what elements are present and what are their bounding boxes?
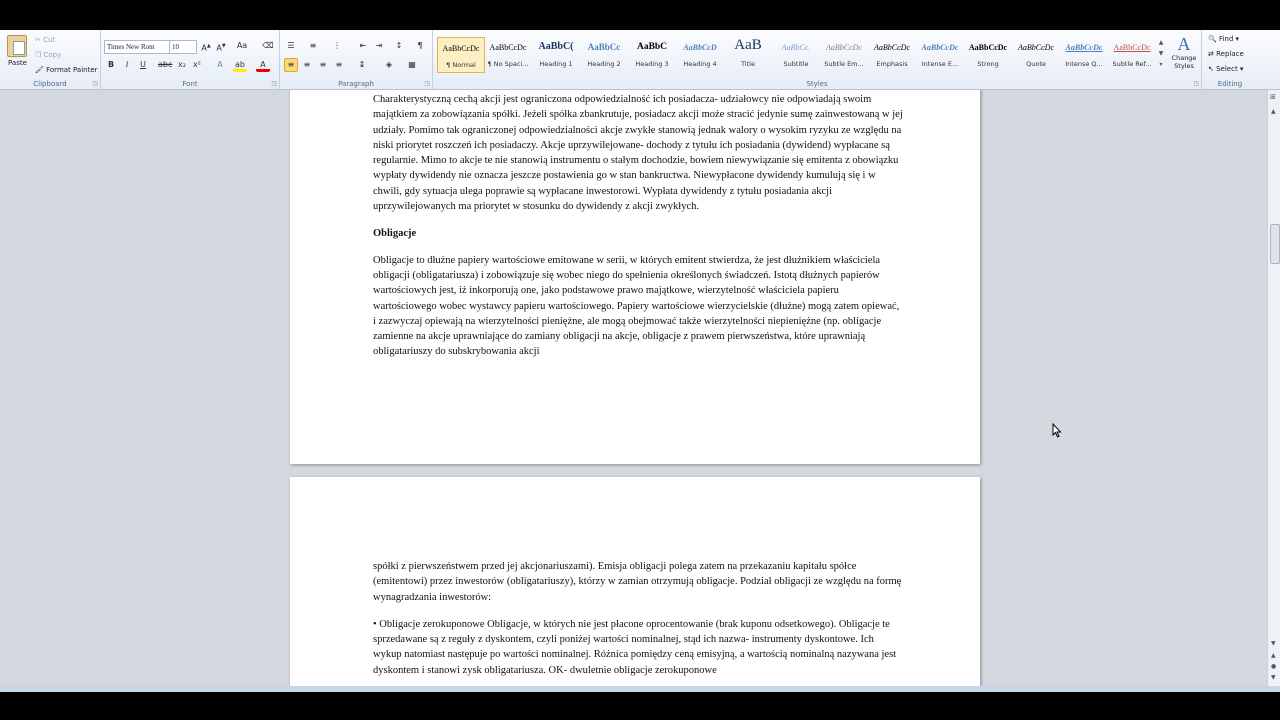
line-spacing-icon[interactable]: ↨ bbox=[358, 60, 366, 69]
clipboard-dialog-launcher-icon[interactable]: ◳ bbox=[92, 80, 98, 87]
cut-icon: ✂ bbox=[35, 36, 44, 44]
ruler-toggle-icon[interactable]: ⊞ bbox=[1270, 93, 1276, 101]
paste-icon[interactable] bbox=[7, 35, 27, 57]
style-no-spacing[interactable]: AaBbCcDc ¶ No Spaci... bbox=[487, 43, 529, 68]
select-browse-object-icon[interactable]: ● bbox=[1271, 663, 1277, 670]
replace-icon: ⇄ bbox=[1208, 50, 1217, 58]
window-title-bar bbox=[0, 0, 1280, 30]
subscript-icon[interactable]: x₂ bbox=[178, 60, 186, 69]
style-normal[interactable]: AaBbCcDc ¶ Normal bbox=[437, 37, 485, 73]
next-page-icon[interactable]: ▼ bbox=[1271, 674, 1276, 681]
document-page-2[interactable] bbox=[290, 477, 980, 686]
style-heading-2[interactable]: AaBbCc Heading 2 bbox=[587, 42, 621, 68]
previous-page-icon[interactable]: ▲ bbox=[1271, 652, 1276, 659]
clear-formatting-icon[interactable]: ⌫ bbox=[262, 41, 274, 50]
change-styles-icon: A bbox=[1177, 34, 1191, 54]
document-area[interactable] bbox=[0, 90, 1267, 686]
style-quote[interactable]: AaBbCcDc Quote bbox=[1018, 43, 1054, 68]
select-button[interactable]: ↖ Select ▾ bbox=[1208, 65, 1244, 73]
ribbon-home bbox=[0, 30, 1280, 90]
bold-icon[interactable]: B bbox=[107, 60, 115, 69]
paragraph-shares[interactable]: Charakterystyczną cechą akcji jest ograniczona odpowiedzialność ich posiadacza- udziałowcy nie odpowiadają swoim majątkiem za zobowiązania spółki. Jeżeli spółka zbankrutuje, posiadacz akcji może stracić jedynie sumę zainwestowaną w jej udziały. Pomimo tak ograniczonej odpowiedzialności akcje zwykłe stanowią jednak walory o wysokim ryzyku ze względu na niski priorytet roszczeń ich posiadaczy. Akcje uprzywilejowane- dochody z tytułu ich posiadania (dywidend) wypłacane są regularnie. Mimo to akcje te nie stanowią instrumentu o stałym dochodzie, bowiem niewywiązanie się emitenta z obowiązku wypłaty dywidendy nie oznacza jeszcze postawienia go w stan bankructwa. Niewypłacone dywidendy kumulują się i w chwili, gdy sytuacja ulega poprawie są wypłacane inwestorowi. Wypłata dywidendy z tytułu posiadania akcji uprzywilejowanych ma priorytet w stosunku do dywidendy z akcji zwykłych. bbox=[373, 94, 903, 213]
heading-obligacje[interactable]: Obligacje bbox=[373, 228, 417, 240]
borders-icon[interactable]: ▦ bbox=[408, 60, 416, 69]
underline-icon[interactable]: U bbox=[140, 60, 146, 69]
paragraph-group bbox=[280, 30, 433, 89]
highlight-icon[interactable]: ab bbox=[233, 58, 247, 72]
paragraph-bond-issue[interactable]: spółki z pierwszeństwem przed jej akcjonariuszami). Emisja obligacji polega zatem na przekazaniu kapitału spółce (emitentowi) przez inwestorów (obligatariuszy), którzy w zamian otrzymują obligacje. Podział obligacji ze względu na formę wynagradzania inwestorów: bbox=[373, 561, 902, 603]
mouse-cursor-icon bbox=[1052, 423, 1062, 438]
select-icon: ↖ bbox=[1208, 65, 1217, 73]
change-styles-button[interactable]: A Change Styles bbox=[1169, 34, 1199, 74]
increase-indent-icon[interactable]: ⇥ bbox=[375, 41, 383, 50]
clipboard-group bbox=[0, 30, 101, 89]
scroll-down-icon[interactable]: ▼ bbox=[1271, 640, 1276, 647]
decrease-indent-icon[interactable]: ⇤ bbox=[359, 41, 367, 50]
paragraph-dialog-launcher-icon[interactable]: ◳ bbox=[424, 80, 430, 87]
cut-button[interactable]: ✂ Cut bbox=[35, 36, 56, 44]
bottom-black-bar bbox=[0, 692, 1280, 720]
binoculars-icon: 🔍 bbox=[1208, 35, 1219, 43]
grow-font-icon[interactable]: A▲ bbox=[201, 43, 211, 53]
numbering-icon[interactable]: ≡ bbox=[309, 41, 317, 50]
shading-icon[interactable]: ◈ bbox=[385, 60, 393, 69]
paragraph-group-label: Paragraph bbox=[338, 80, 374, 88]
style-strong[interactable]: AaBbCcDc Strong bbox=[968, 43, 1008, 68]
style-emphasis[interactable]: AaBbCcDc Emphasis bbox=[874, 43, 910, 68]
font-color-icon[interactable]: A bbox=[256, 58, 270, 72]
font-dialog-launcher-icon[interactable]: ◳ bbox=[271, 80, 277, 87]
style-heading-1[interactable]: AaBbC( Heading 1 bbox=[538, 41, 574, 68]
style-title[interactable]: AaB Title bbox=[734, 37, 762, 68]
styles-dialog-launcher-icon[interactable]: ◳ bbox=[1193, 80, 1199, 87]
copy-icon: ❐ bbox=[35, 51, 44, 59]
editing-group bbox=[1202, 30, 1258, 89]
font-name-dropdown[interactable]: Times New Rom bbox=[104, 40, 170, 54]
paste-button[interactable]: Paste bbox=[8, 59, 27, 67]
paragraph-zero-coupon[interactable]: • Obligacje zerokuponowe Obligacje, w których nie jest płacone oprocentowanie (brak kuponu odsetkowego). Obligacje te sprzedawane są z reguły z dyskontem, czyli poniżej wartości nominalnej, stąd ich nazwa- instrumenty dyskontowe. Ich wykup natomiast następuje po wartości nominalnej. Różnica pomiędzy ceną emisyjną, a wartością nominalną nazywana jest dyskontem i stanowi zysk obligatariusza. OK- dwuletnie obligacje zerokuponowe bbox=[373, 618, 897, 676]
font-group bbox=[101, 30, 280, 89]
justify-icon[interactable]: ≡ bbox=[335, 60, 343, 69]
editing-group-label: Editing bbox=[1217, 80, 1243, 88]
italic-icon[interactable]: I bbox=[125, 60, 129, 69]
align-left-icon[interactable]: ≡ bbox=[284, 58, 298, 72]
sort-icon[interactable]: ↕ bbox=[395, 41, 403, 50]
find-button[interactable]: 🔍 Find ▾ bbox=[1208, 35, 1240, 43]
bullets-icon[interactable]: ☰ bbox=[287, 41, 295, 50]
scroll-up-icon[interactable]: ▲ bbox=[1271, 108, 1276, 115]
vertical-scrollbar[interactable] bbox=[1267, 90, 1280, 686]
style-heading-4[interactable]: AaBbCcD Heading 4 bbox=[683, 43, 717, 68]
font-size-dropdown[interactable]: 10 bbox=[169, 40, 197, 54]
brush-icon: 🖌 bbox=[35, 66, 47, 74]
clipboard-group-label: Clipboard bbox=[33, 80, 67, 88]
replace-button[interactable]: ⇄ Replace bbox=[1208, 50, 1244, 58]
style-subtitle[interactable]: AaBbCc. Subtitle bbox=[781, 43, 811, 68]
styles-group-label: Styles bbox=[806, 80, 828, 88]
style-intense-emphasis[interactable]: AaBbCcDc Intense E... bbox=[921, 43, 959, 68]
style-subtle-reference[interactable]: AaBbCcDc Subtle Ref... bbox=[1112, 43, 1152, 68]
shrink-font-icon[interactable]: A▼ bbox=[216, 43, 226, 53]
style-subtle-emphasis[interactable]: AaBbCcDc Subtle Em... bbox=[824, 43, 864, 68]
paragraph-bonds[interactable]: Obligacje to dłużne papiery wartościowe emitowane w serii, w których emitent stwierdza, że jest dłużnikiem właściciela obligacji (obligatariusza) i zobowiązuje się wobec niego do spełnienia określonych świadczeń. Istotą dłużnych papierów wartościowych jest, iż inkorporują one, jako podstawowe prawo majątkowe, wierzytelność właściciela papieru wartościowego wobec wystawcy papieru wartościowego. Papiery wartościowe wierzycielskie (dłużne) mogą zatem opiewać, i zazwyczaj opiewają na wierzytelności pieniężne, ale mogą obejmować także wierzytelności niepieniężne (np. obligacje zamienne na akcje uprawniające do zamiany obligacji na akcje, obligacje z prawem pierwszeństwa, które uprawniają obligatariuszy do subskrybowania akcji bbox=[373, 254, 900, 358]
copy-button[interactable]: ❐ Copy bbox=[35, 51, 62, 59]
style-heading-3[interactable]: AaBbC Heading 3 bbox=[635, 42, 669, 68]
multilevel-list-icon[interactable]: ⋮ bbox=[333, 41, 341, 50]
change-case-icon[interactable]: Aa bbox=[236, 41, 248, 50]
styles-group bbox=[433, 30, 1202, 89]
document-page-1[interactable] bbox=[290, 90, 980, 464]
strikethrough-icon[interactable]: abc bbox=[158, 60, 173, 69]
text-effects-icon[interactable]: A bbox=[217, 60, 223, 69]
style-intense-quote[interactable]: AaBbCcDc Intense Q... bbox=[1065, 43, 1103, 68]
font-group-label: Font bbox=[182, 80, 198, 88]
format-painter-button[interactable]: 🖌 Format Painter bbox=[35, 66, 98, 74]
vertical-scroll-thumb[interactable] bbox=[1270, 224, 1280, 264]
show-formatting-icon[interactable]: ¶ bbox=[417, 41, 423, 50]
styles-scroll-arrows-icon[interactable]: ▲ ▼ ▾ bbox=[1158, 39, 1164, 68]
page-2-text[interactable] bbox=[373, 559, 903, 678]
align-right-icon[interactable]: ≡ bbox=[319, 60, 327, 69]
page-1-text[interactable] bbox=[373, 92, 903, 360]
superscript-icon[interactable]: x² bbox=[193, 60, 201, 69]
align-center-icon[interactable]: ≡ bbox=[303, 60, 311, 69]
